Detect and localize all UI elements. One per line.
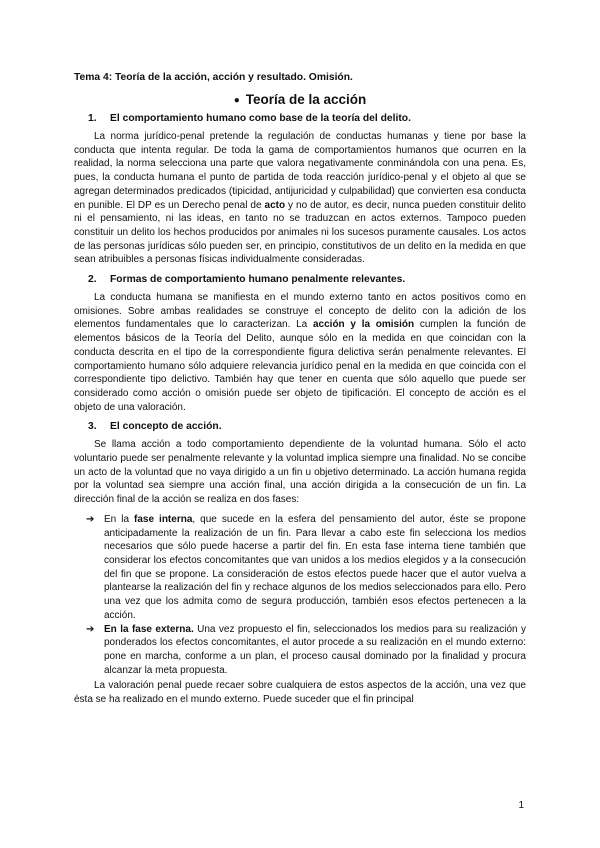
- paragraph: Se llama acción a todo comportamiento dependiente de la voluntad humana. Sólo el acto voluntario puede ser penalmente relevante y la voluntad implica siempre una finalidad. No se concibe un acto de la voluntad que no vaya dirigido a un fin u objetivo determinado. La acción humana regida por la voluntad sea siempre una acción final, una acción dirigida a la consecución de un fin. La dirección final de la acción se realiza en dos fases:: [74, 439, 526, 506]
- arrow-right-icon: ➔: [86, 623, 95, 635]
- paragraph: [74, 291, 526, 414]
- section-title: [74, 92, 526, 107]
- bold-term: acto: [264, 199, 286, 211]
- subsection-title: El concepto de acción.: [110, 421, 222, 433]
- text-run: La conducta humana se manifiesta en el mundo externo tanto en actos positivos como en omisiones. Sobre ambas realidades se construye el concepto de delito con la adición de los elementos fundamentales que lo caracterizan. La: [74, 292, 526, 331]
- text-run: y no de autor, es decir, nunca pueden constituir delito ni el pensamiento, ni las ideas, en tanto no se traduzcan en actos externos. Tampoco pueden constituir un delito los hechos producidos por animales ni los sucesos puramente causales. Los actos de las personas jurídicas sólo pueden ser, en principio, constitutivos de un delito en la medida en que sean atribuibles a personas físicas individualmente consideradas.: [74, 199, 526, 266]
- text-run: En la: [104, 513, 135, 525]
- text-run: Una vez propuesto el fin, seleccionados los medios para su realización y ponderados los efectos concomitantes, el autor procede a su realización en el mundo externo: pone en marcha, conforme a un plan, el proceso causal dominado por la finalidad y procura alcanzar la meta propuesta.: [104, 623, 526, 676]
- subsection-title: Formas de comportamiento humano penalmente relevantes.: [110, 274, 406, 286]
- page-number: 1: [518, 800, 524, 811]
- paragraph: La valoración penal puede recaer sobre cualquiera de estos aspectos de la acción, una vez que ésta se ha realizado en el mundo externo. Puede suceder que el fin principal: [74, 680, 526, 706]
- subsection-heading-2: [74, 273, 526, 287]
- topic-heading: Tema 4: Teoría de la acción, acción y resultado. Omisión.: [74, 72, 353, 83]
- subsection-number: 2.: [88, 274, 97, 286]
- section-title-text: Teoría de la acción: [245, 92, 367, 107]
- text-run: cumplen la función de elementos básicos de la Teoría del Delito, aunque sólo en la medida en que coincidan con la conducta descrita en el tipo de la correspondiente figura delictiva serán penalmente relevantes. El comportamiento humano sólo adquiere relevancia jurídico penal en la medida en que coincida con el correspondiente tipo delictivo. También hay que tener en cuenta que sólo aquello que puede ser considerado como acción o omisión puede ser objeto de tipificación. El concepto de acción es el objeto de una valoración.: [74, 319, 526, 413]
- bold-term: fase interna: [134, 513, 193, 525]
- bold-term: acción y la omisión: [312, 319, 415, 331]
- list-item: [74, 513, 526, 623]
- paragraph: [74, 130, 526, 267]
- list-item: [74, 623, 526, 678]
- bold-term: En la fase externa.: [104, 623, 194, 635]
- bullet-icon: ●: [233, 95, 240, 106]
- text-run: La norma jurídico-penal pretende la regulación de conductas humanas y tiene por base la conducta que intenta regular. De toda la gama de comportamientos humanos que ocurren en la realidad, la norma selecciona una parte que valora negativamente conminándola con una pena. Es, pues, la conducta humana el punto de partida de toda reacción jurídico-penal y el objeto al que se agregan determinados predicados (tipicidad, antijuricidad y culpabilidad) que convierten esa conducta en punible. El DP es un Derecho penal de: [74, 131, 526, 211]
- text-run: , que sucede en la esfera del pensamiento del autor, éste se propone anticipadamente la realización de un fin. Para llevar a cabo este fin selecciona los medios necesarios que sólo puede hacerse a partir del fin. En esta fase interna tiene también que considerar los efectos concomitantes que van unidos a los medios elegidos y a la consecución del fin que se propone. La consideración de estos efectos puede hacer que el autor vuelva a plantearse la realización del fin y rechace algunos de los medios seleccionados para ello. Pero una vez que los admita como de segura producción, también esos efectos pertenecen a la acción.: [104, 513, 526, 621]
- phase-list: [74, 513, 526, 677]
- subsection-number: 3.: [88, 421, 97, 433]
- subsection-number: 1.: [88, 113, 97, 124]
- arrow-right-icon: ➔: [86, 513, 95, 525]
- subsection-heading-3: [74, 420, 526, 434]
- subsection-heading-1: [74, 112, 526, 126]
- subsection-title: El comportamiento humano como base de la teoría del delito.: [110, 113, 411, 124]
- document-body: [74, 72, 526, 713]
